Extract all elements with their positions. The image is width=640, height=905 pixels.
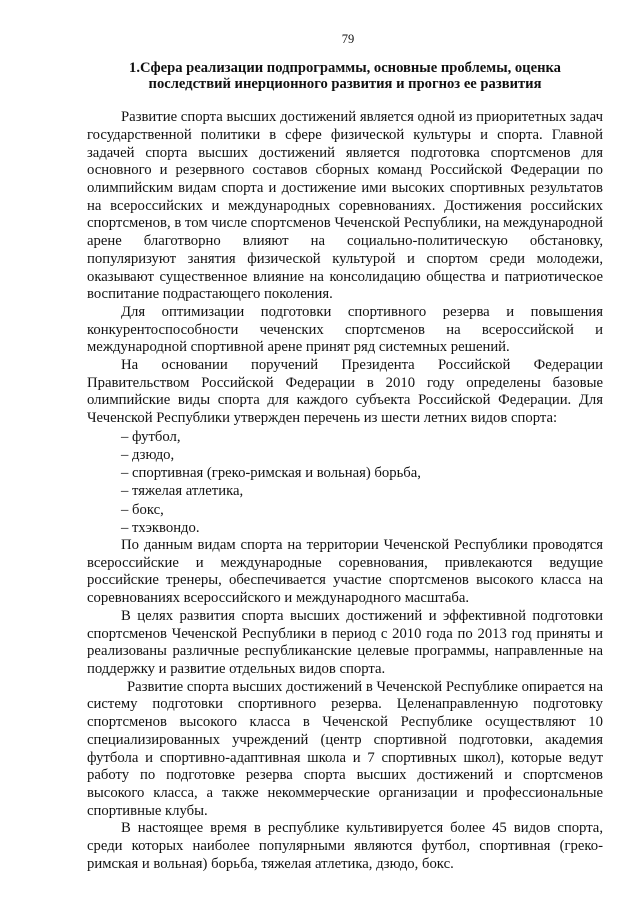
paragraph-competitions: По данным видам спорта на территории Чеченской Республики проводятся всероссийские и международные соревнования, привлекаются ведущие российские тренеры, обеспечивается участие спортсменов высокого класса на соревнованиях всероссийского и международного масштаба. xyxy=(87,537,603,607)
section-heading-line-2: последствий инерционного развития и прогноз ее развития xyxy=(148,75,542,92)
paragraph-programs: В целях развития спорта высших достижений и эффективной подготовки спортсменов Чеченской Республики в период с 2010 года по 2013 год приняты и реализованы различные республиканские целевые программы, направленные на поддержку и развитие отдельных видов спорта. xyxy=(87,607,603,677)
list-item: – спортивная (греко-римская и вольная) борьба, xyxy=(121,465,421,482)
list-item: – бокс, xyxy=(121,501,164,518)
paragraph-intro: Развитие спорта высших достижений является одной из приоритетных задач государственной политики в сфере физической культуры и спорта. Главной задачей спорта высших достижений является подготовка спортсменов для основного и резервного составов сборных команд Российской Федерации по олимпийским видам спорта и достижение ими высоких спортивных результатов на всероссийских и международных соревнованиях. Достижения российских спортсменов, в том числе спортсменов Чеченской Республики, на международной арене благотворно влияют на социально-политическую обстановку, популяризуют занятия физической культурой и спортом среди молодежи, оказывают существенное влияние на консолидацию общества и патриотическое воспитание подрастающего поколения. xyxy=(87,109,603,303)
list-item: – тхэквондо. xyxy=(121,519,200,536)
section-heading xyxy=(87,61,603,92)
page-number: 79 xyxy=(341,32,355,46)
list-item: – дзюдо, xyxy=(121,447,175,464)
paragraph-reserve-system: Развитие спорта высших достижений в Чеченской Республике опирается на систему подготовки спортивного резерва. Целенаправленную подготовку спортсменов высокого класса в Чеченской Республике осуществляют 10 специализированных учреждений (центр спортивной подготовки, академия футбола и спортивно-адаптивная школа и 7 спортивных школ), которые ведут работу по подготовке резерва спорта высших достижений и спортсменов высокого класса, а также некоммерческие организации и профессиональные спортивные клубы. xyxy=(87,678,603,819)
list-item: – тяжелая атлетика, xyxy=(121,483,244,500)
paragraph-optimization: Для оптимизации подготовки спортивного резерва и повышения конкурентоспособности чеченских спортсменов на всероссийской и международной спортивной арене принят ряд системных решений. xyxy=(87,303,603,356)
document-page xyxy=(87,32,603,873)
paragraph-popular-sports: В настоящее время в республике культивируется более 45 видов спорта, среди которых наиболее популярными являются футбол, спортивная (греко-римская и вольная) борьба, тяжелая атлетика, дзюдо, бокс. xyxy=(87,820,603,872)
list-item: – футбол, xyxy=(121,428,181,445)
sports-list xyxy=(87,428,603,537)
paragraph-basic-sports: На основании поручений Президента Российской Федерации Правительством Российской Федерации в 2010 году определены базовые олимпийские виды спорта для каждого субъекта Российской Федерации. Для Чеченской Республики утвержден перечень из шести летних видов спорта: xyxy=(87,357,603,427)
section-heading-line-1: 1.Сфера реализации подпрограммы, основные проблемы, оценка xyxy=(129,60,561,76)
